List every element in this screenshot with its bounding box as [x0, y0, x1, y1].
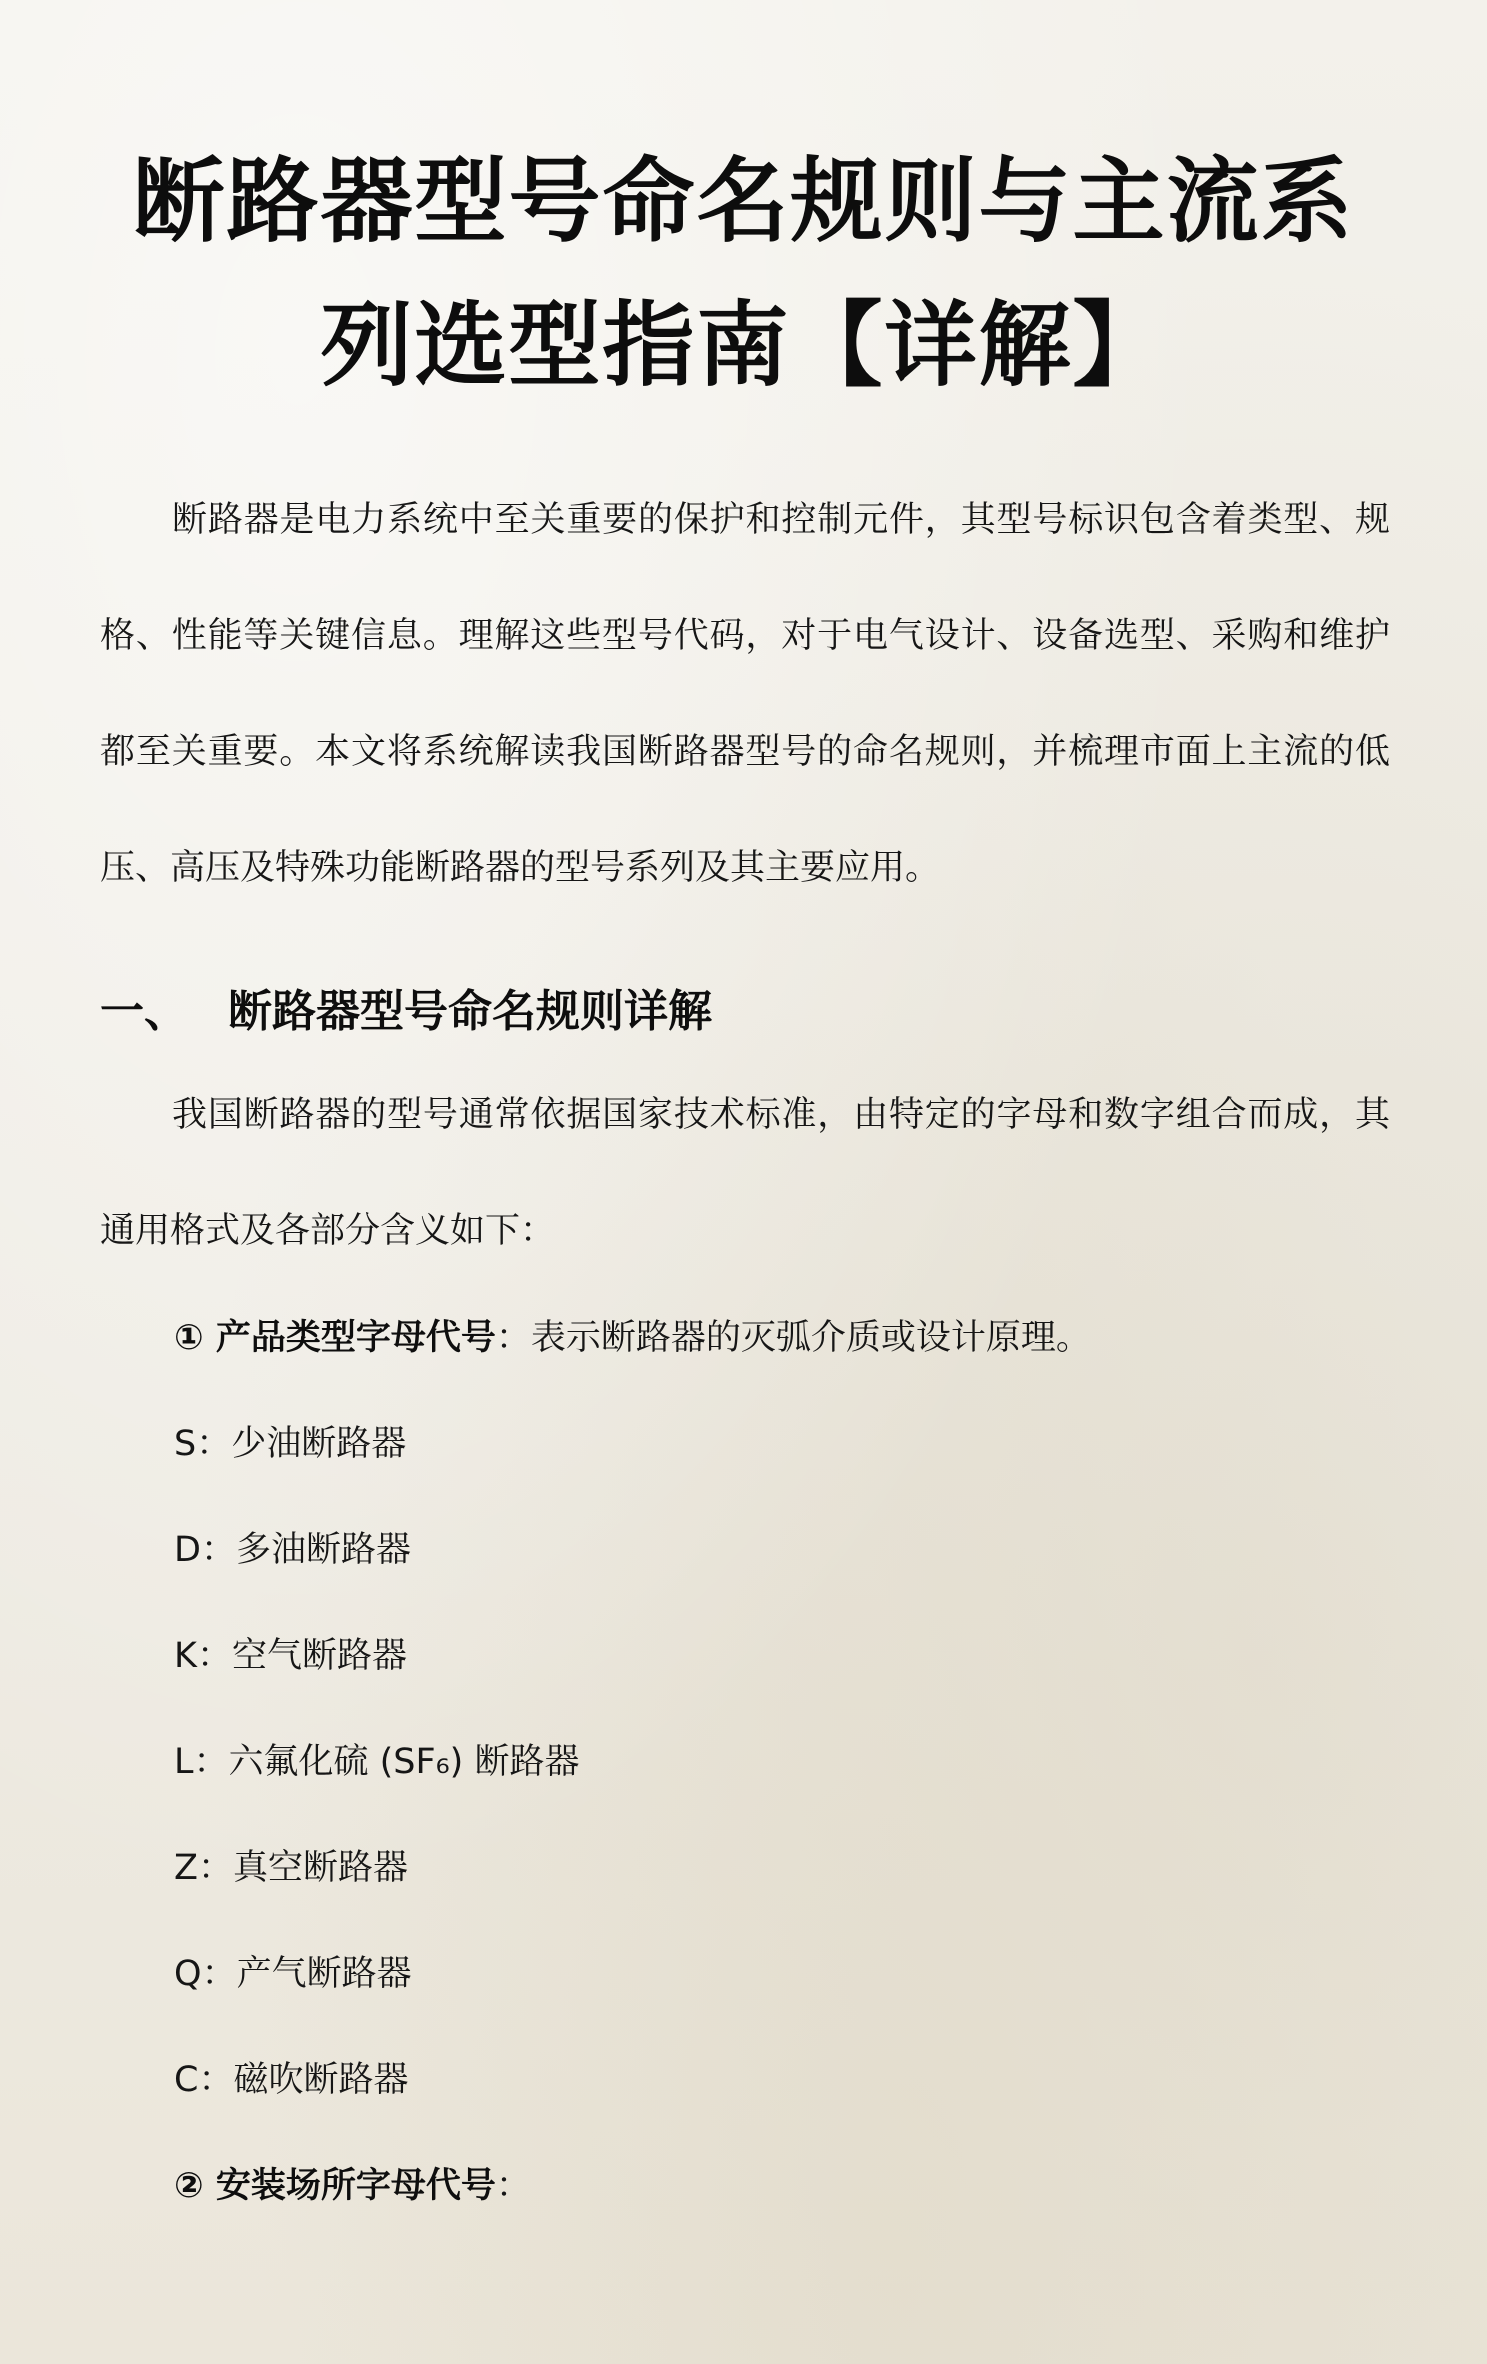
type-sep: ： [201, 1954, 237, 1994]
item-colon: ： [495, 1318, 531, 1358]
list-item-install-location [174, 2161, 531, 2211]
type-item-z [174, 1843, 408, 1893]
type-sep: ： [200, 1530, 236, 1570]
item-label: ① 产品类型字母代号 [174, 1318, 496, 1358]
type-code: Z [174, 1848, 198, 1888]
type-sep: ： [196, 1424, 232, 1464]
intro-paragraph: 断路器是电力系统中至关重要的保护和控制元件，其型号标识包含着类型、规格、性能等关键信息。理解这些型号代码，对于电气设计、设备选型、采购和维护都至关重要。本文将系统解读我国断路器型号的命名规则，并梳理市面上主流的低压、高压及特殊功能断路器的型号系列及其主要应用。 [100, 500, 1390, 888]
item-text: 表示断路器的灭弧介质或设计原理。 [530, 1318, 1091, 1358]
page-title [0, 130, 1487, 417]
list-item-product-type [174, 1313, 1091, 1363]
type-text: 少油断路器 [231, 1424, 407, 1464]
type-code: Q [174, 1954, 202, 1994]
type-item-s [174, 1419, 406, 1469]
section-title: 断路器型号命名规则详解 [228, 986, 712, 1037]
section-paragraph: 我国断路器的型号通常依据国家技术标准，由特定的字母和数字组合而成，其通用格式及各部分含义如下： [100, 1095, 1390, 1251]
item-colon: ： [495, 2166, 531, 2206]
section-heading [100, 975, 712, 1039]
type-item-k [174, 1631, 407, 1681]
type-code: C [174, 2060, 199, 2100]
type-code: L [174, 1742, 194, 1782]
type-code: K [174, 1636, 197, 1676]
title-line-1: 断路器型号命名规则与主流系 [132, 148, 1355, 255]
type-text: 产气断路器 [236, 1954, 412, 1994]
type-item-d [174, 1525, 411, 1575]
type-text: 六氟化硫 (SF₆) 断路器 [228, 1742, 580, 1782]
type-text: 真空断路器 [233, 1848, 409, 1888]
type-code: S [174, 1424, 197, 1464]
type-text: 磁吹断路器 [233, 2060, 409, 2100]
title-line-2: 列选型指南【详解】 [320, 291, 1167, 399]
type-sep: ： [196, 1636, 232, 1676]
type-sep: ： [198, 2060, 234, 2100]
section-number: 一、 [100, 986, 188, 1037]
type-item-c [174, 2055, 408, 2105]
type-sep: ： [197, 1848, 233, 1888]
item-label: ② 安装场所字母代号 [174, 2166, 496, 2206]
type-item-q [174, 1949, 412, 1999]
type-sep: ： [193, 1742, 229, 1782]
type-text: 空气断路器 [231, 1636, 407, 1676]
type-code: D [174, 1530, 201, 1570]
type-item-l [174, 1737, 579, 1787]
type-text: 多油断路器 [235, 1530, 411, 1570]
